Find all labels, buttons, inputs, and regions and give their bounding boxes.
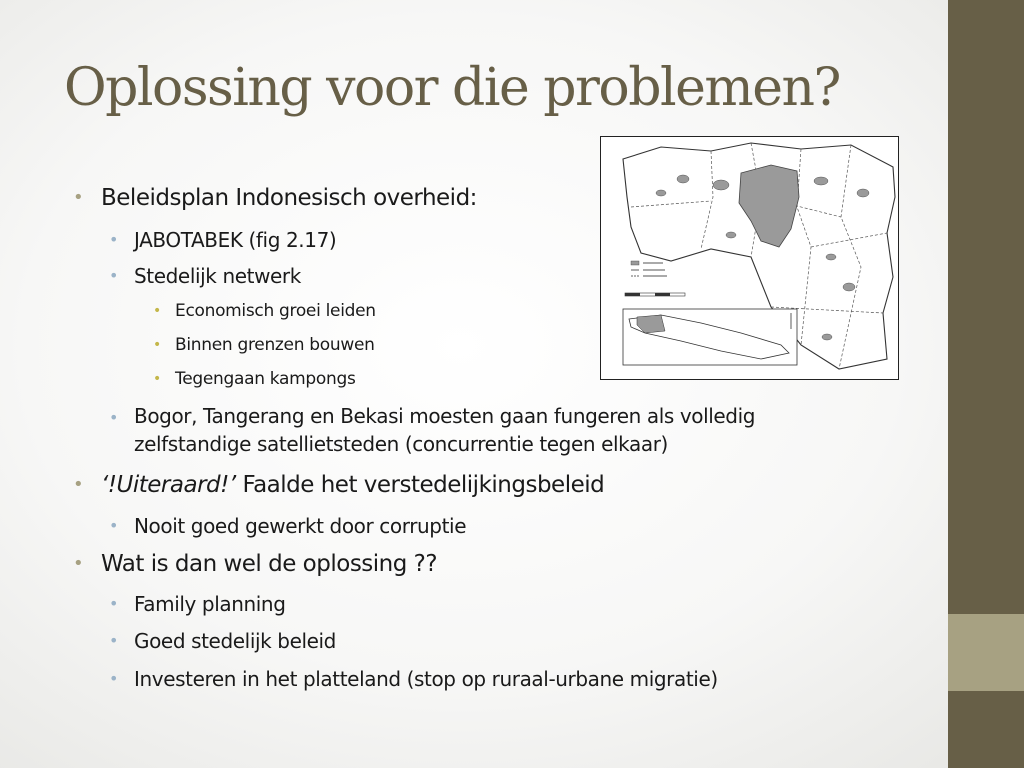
list-item: • Wat is dan wel de oplossing ?? xyxy=(73,551,438,577)
list-item: • JABOTABEK (fig 2.17) xyxy=(109,228,337,252)
list-item: • Goed stedelijk beleid xyxy=(109,629,336,653)
list-item: • Binnen grenzen bouwen xyxy=(153,335,375,355)
bullet-dot: • xyxy=(109,266,119,285)
map-drawing xyxy=(601,137,898,379)
list-item: • Beleidsplan Indonesisch overheid: xyxy=(73,185,477,211)
list-item: • ‘!Uiteraard!’ Faalde het verstedelijkingsbeleid xyxy=(73,472,605,498)
map-legend xyxy=(631,261,667,276)
bullet-dot: • xyxy=(153,371,161,387)
bullet-dot: • xyxy=(153,337,161,353)
bullet-dot: • xyxy=(109,516,119,535)
list-item: • Bogor, Tangerang en Bekasi moesten gaan fungeren als volledig zelfstandige satellietsteden (concurrentie tegen elkaar) xyxy=(109,404,756,456)
list-item: • Investeren in het platteland (stop op ruraal-urbane migratie) xyxy=(109,667,718,691)
list-item: • Stedelijk netwerk xyxy=(109,264,301,288)
inset-map-java xyxy=(623,309,797,365)
slide-title: Oplossing voor die problemen? xyxy=(64,58,840,118)
list-item: • Tegengaan kampongs xyxy=(153,369,356,389)
list-item: • Nooit goed gewerkt door corruptie xyxy=(109,514,467,538)
sidebar-accent-block xyxy=(948,614,1024,691)
bullet-dot: • xyxy=(109,230,119,249)
urban-area-jakarta xyxy=(739,165,799,247)
bullet-dot: • xyxy=(73,474,84,495)
bullet-dot: • xyxy=(73,553,84,574)
jabotabek-map-figure xyxy=(600,136,899,380)
list-item: • Family planning xyxy=(109,592,286,616)
emphasis-text: ‘!Uiteraard!’ xyxy=(101,472,236,498)
bullet-dot: • xyxy=(109,594,119,613)
bullet-dot: • xyxy=(153,303,161,319)
bullet-dot: • xyxy=(109,669,119,688)
bullet-dot: • xyxy=(109,631,119,650)
list-item: • Economisch groei leiden xyxy=(153,301,376,321)
bullet-dot: • xyxy=(109,408,119,427)
scale-bar xyxy=(625,293,685,296)
bullet-dot: • xyxy=(73,187,84,208)
